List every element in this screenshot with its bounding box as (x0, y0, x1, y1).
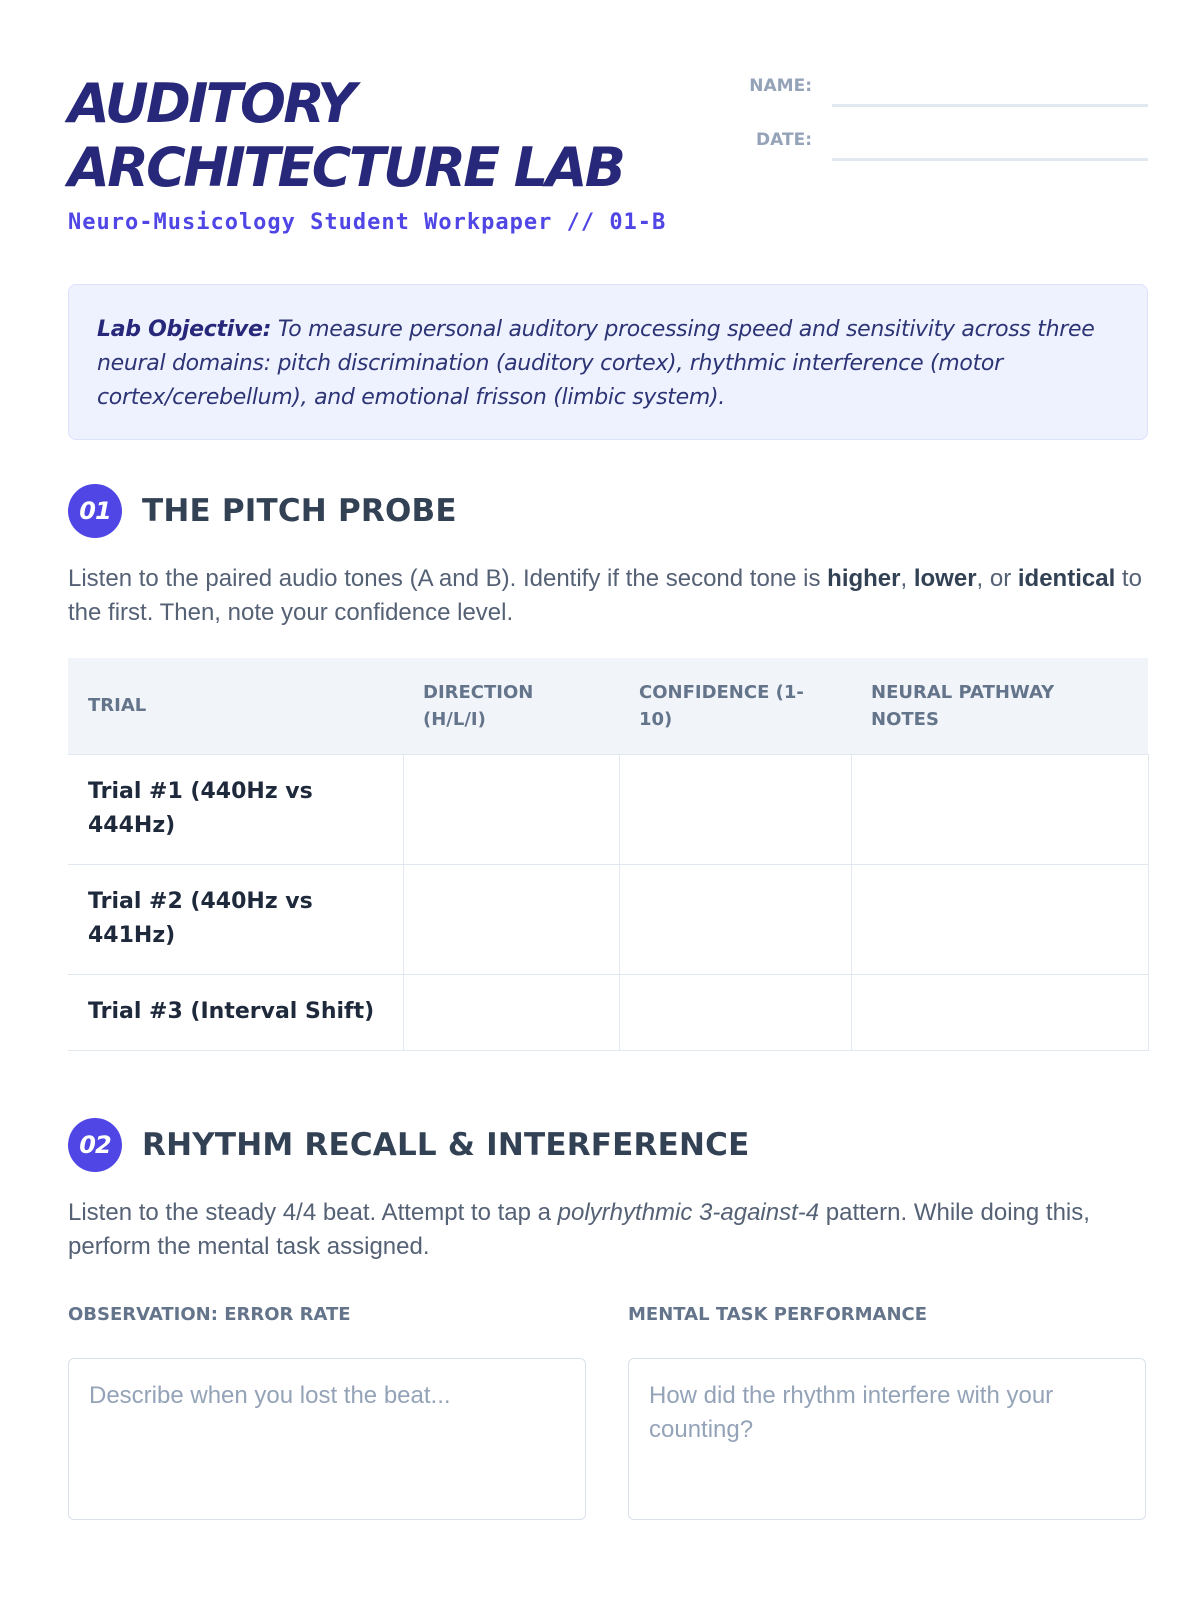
date-field[interactable] (832, 158, 1148, 161)
instructions-text: pattern. While doing this, perform the mental task assigned. (68, 1199, 1090, 1260)
section-number-badge: 01 (68, 484, 122, 538)
notes-cell[interactable] (851, 754, 1148, 864)
confidence-cell[interactable] (619, 974, 851, 1050)
date-label: DATE: (756, 130, 812, 150)
trial-name-cell: Trial #3 (Interval Shift) (68, 974, 403, 1050)
column-header: CONFIDENCE (1-10) (619, 658, 851, 754)
date-row (728, 126, 1148, 180)
instructions-emphasis: identical (1017, 565, 1116, 592)
lab-objective (68, 284, 1148, 440)
table-row (68, 974, 1148, 1050)
instructions-text: to the first. Then, note your confidence level. (68, 565, 1142, 626)
name-row (728, 72, 1148, 126)
trial-name-cell: Trial #2 (440Hz vs 441Hz) (68, 864, 403, 974)
mental-task-textarea[interactable] (628, 1358, 1146, 1520)
instructions-emphasis: lower (913, 565, 977, 592)
instructions-text: Listen to the paired audio tones (A and B). Identify if the second tone is (68, 565, 828, 592)
direction-cell[interactable] (403, 754, 619, 864)
pitch-trials-table (68, 658, 1149, 1051)
instructions-emphasis: polyrhythmic 3-against-4 (557, 1199, 820, 1226)
column-header: TRIAL (68, 658, 403, 754)
section-title: THE PITCH PROBE (142, 493, 457, 529)
section-2-instructions (68, 1196, 1148, 1264)
instructions-text: , (900, 565, 914, 592)
trial-name-cell: Trial #1 (440Hz vs 444Hz) (68, 754, 403, 864)
confidence-cell[interactable] (619, 754, 851, 864)
table-header-row (68, 658, 1148, 754)
objective-lead: Lab Objective: (97, 317, 272, 342)
page-title: AUDITORY ARCHITECTURE LAB (68, 72, 624, 199)
notes-cell[interactable] (851, 974, 1148, 1050)
section-title: RHYTHM RECALL & INTERFERENCE (142, 1127, 750, 1163)
page-subtitle: Neuro-Musicology Student Workpaper // 01-B (68, 210, 667, 235)
direction-cell[interactable] (403, 864, 619, 974)
direction-cell[interactable] (403, 974, 619, 1050)
name-field[interactable] (832, 104, 1148, 107)
confidence-cell[interactable] (619, 864, 851, 974)
table-row (68, 754, 1148, 864)
instructions-emphasis: higher (827, 565, 901, 592)
header (68, 72, 1148, 242)
error-rate-textarea[interactable] (68, 1358, 586, 1520)
instructions-text: , or (976, 565, 1018, 592)
section-2-header (68, 1118, 749, 1172)
column-header: NEURAL PATHWAY NOTES (851, 658, 1148, 754)
instructions-text: Listen to the steady 4/4 beat. Attempt to tap a (68, 1199, 558, 1226)
notes-cell[interactable] (851, 864, 1148, 974)
section-number-badge: 02 (68, 1118, 122, 1172)
column-header: DIRECTION (H/L/I) (403, 658, 619, 754)
table-row (68, 864, 1148, 974)
section-1-instructions (68, 562, 1148, 630)
name-label: NAME: (749, 76, 812, 96)
student-info (728, 72, 1148, 180)
mental-task-label: MENTAL TASK PERFORMANCE (628, 1304, 928, 1325)
error-rate-label: OBSERVATION: ERROR RATE (68, 1304, 351, 1325)
section-1-header (68, 484, 457, 538)
objective-text: To measure personal auditory processing speed and sensitivity across three neural domains: pitch discrimination (auditory cortex), rhythmic interference (motor cortex/cerebellum), and emotional frisson (limbic system). (97, 317, 1095, 410)
